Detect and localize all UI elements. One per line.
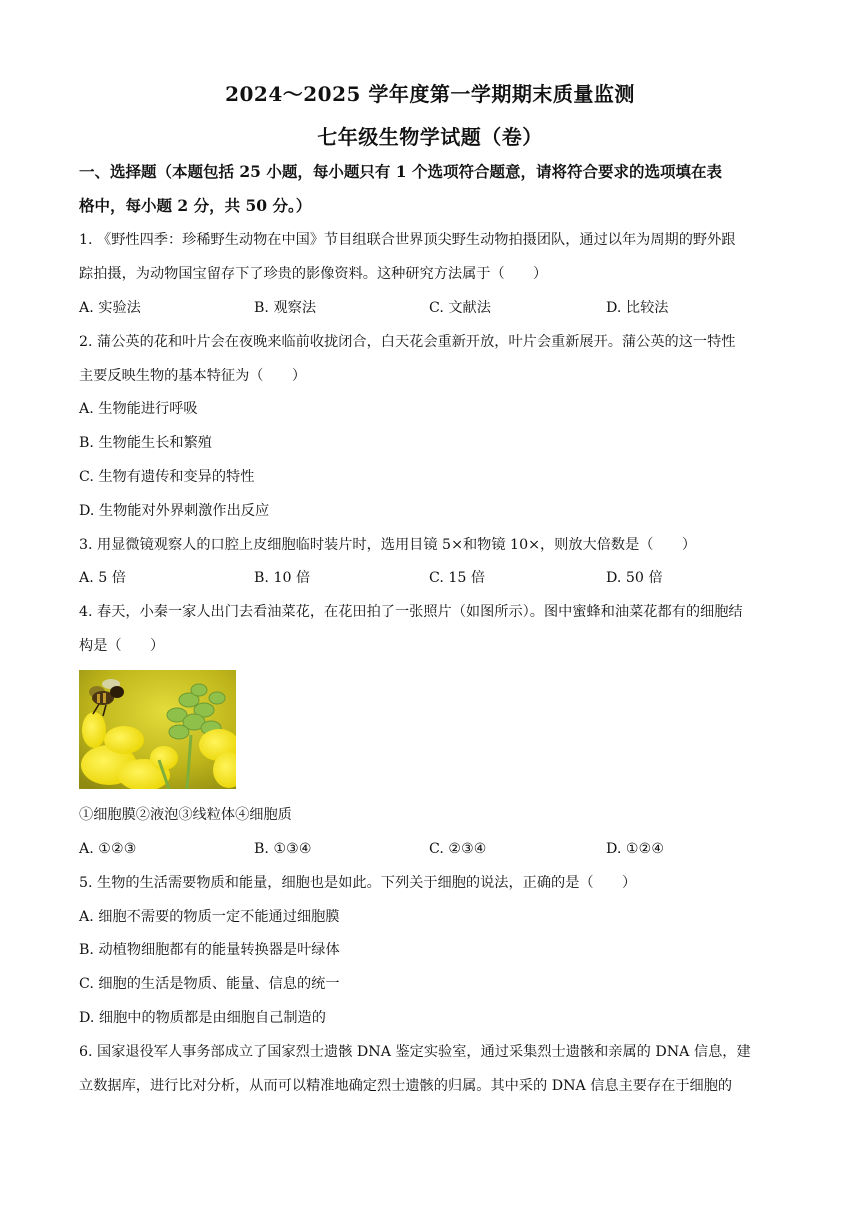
question-3-option-c: C. 15 倍: [429, 570, 486, 586]
question-1-text-line2: 踪拍摄，为动物国宝留存下了珍贵的影像资料。这种研究方法属于（ ）: [79, 266, 548, 282]
question-6-text-line2: 立数据库，进行比对分析，从而可以精准地确定烈士遗骸的归属。其中采的 DNA 信息主要存在于细胞的: [79, 1078, 733, 1094]
question-5-option-d: D. 细胞中的物质都是由细胞自己制造的: [79, 1010, 326, 1026]
question-1-text-line1: 1. 《野性四季：珍稀野生动物在中国》节目组联合世界顶尖野生动物拍摄团队，通过以年为周期的野外跟: [79, 232, 736, 248]
question-1-option-d: D. 比较法: [606, 300, 669, 316]
exam-title: 2024～2025 学年度第一学期期末质量监测: [225, 82, 635, 106]
question-5-option-a: A. 细胞不需要的物质一定不能通过细胞膜: [79, 909, 340, 925]
question-5-text-line1: 5. 生物的生活需要物质和能量，细胞也是如此。下列关于细胞的说法，正确的是（ ）: [79, 875, 637, 891]
question-2-text-line1: 2. 蒲公英的花和叶片会在夜晚来临前收拢闭合，白天花会重新开放，叶片会重新展开。蒲公英的这一特性: [79, 334, 736, 350]
question-1-options: [79, 298, 789, 318]
question-6-text-line1: 6. 国家退役军人事务部成立了国家烈士遗骸 DNA 鉴定实验室，通过采集烈士遗骸和亲属的 DNA 信息，建: [79, 1044, 751, 1060]
question-2-option-c: C. 生物有遗传和变异的特性: [79, 469, 255, 485]
question-3-option-d: D. 50 倍: [606, 570, 663, 586]
question-4-text-line2: 构是（ ）: [79, 638, 165, 654]
question-2-option-d: D. 生物能对外界刺激作出反应: [79, 503, 270, 519]
question-4-option-b: B. ①③④: [254, 841, 312, 857]
section-heading-line1: 一、选择题（本题包括 25 小题，每小题只有 1 个选项符合题意，请将符合要求的选项填在表: [79, 162, 722, 181]
question-4-options: [79, 839, 789, 859]
question-4-option-c: C. ②③④: [429, 841, 487, 857]
question-3-options: [79, 568, 789, 588]
question-5-option-b: B. 动植物细胞都有的能量转换器是叶绿体: [79, 942, 340, 958]
question-3-option-b: B. 10 倍: [254, 570, 311, 586]
question-3-text-line1: 3. 用显微镜观察人的口腔上皮细胞临时装片时，选用目镜 5×和物镜 10×，则放大倍数是（ ）: [79, 537, 697, 553]
question-1-option-a: A. 实验法: [79, 300, 141, 316]
question-2-option-a: A. 生物能进行呼吸: [79, 401, 198, 417]
question-2-text-line2: 主要反映生物的基本特征为（ ）: [79, 368, 307, 384]
question-4-option-d: D. ①②④: [606, 841, 665, 857]
question-1-option-b: B. 观察法: [254, 300, 317, 316]
question-4-text-line1: 4. 春天，小秦一家人出门去看油菜花，在花田拍了一张照片（如图所示）。图中蜜蜂和油菜花都有的细胞结: [79, 604, 743, 620]
section-heading-line2: 格中，每小题 2 分，共 50 分。）: [79, 196, 312, 215]
question-3-option-a: A. 5 倍: [79, 570, 126, 586]
question-4-option-a: A. ①②③: [79, 841, 137, 857]
question-4-statement: ①细胞膜②液泡③线粒体④细胞质: [79, 807, 292, 823]
question-2-option-b: B. 生物能生长和繁殖: [79, 435, 212, 451]
question-1-option-c: C. 文献法: [429, 300, 491, 316]
exam-subtitle: 七年级生物学试题（卷）: [317, 125, 543, 149]
bee-rapeseed-flower-photo: [79, 670, 236, 789]
question-5-option-c: C. 细胞的生活是物质、能量、信息的统一: [79, 976, 340, 992]
